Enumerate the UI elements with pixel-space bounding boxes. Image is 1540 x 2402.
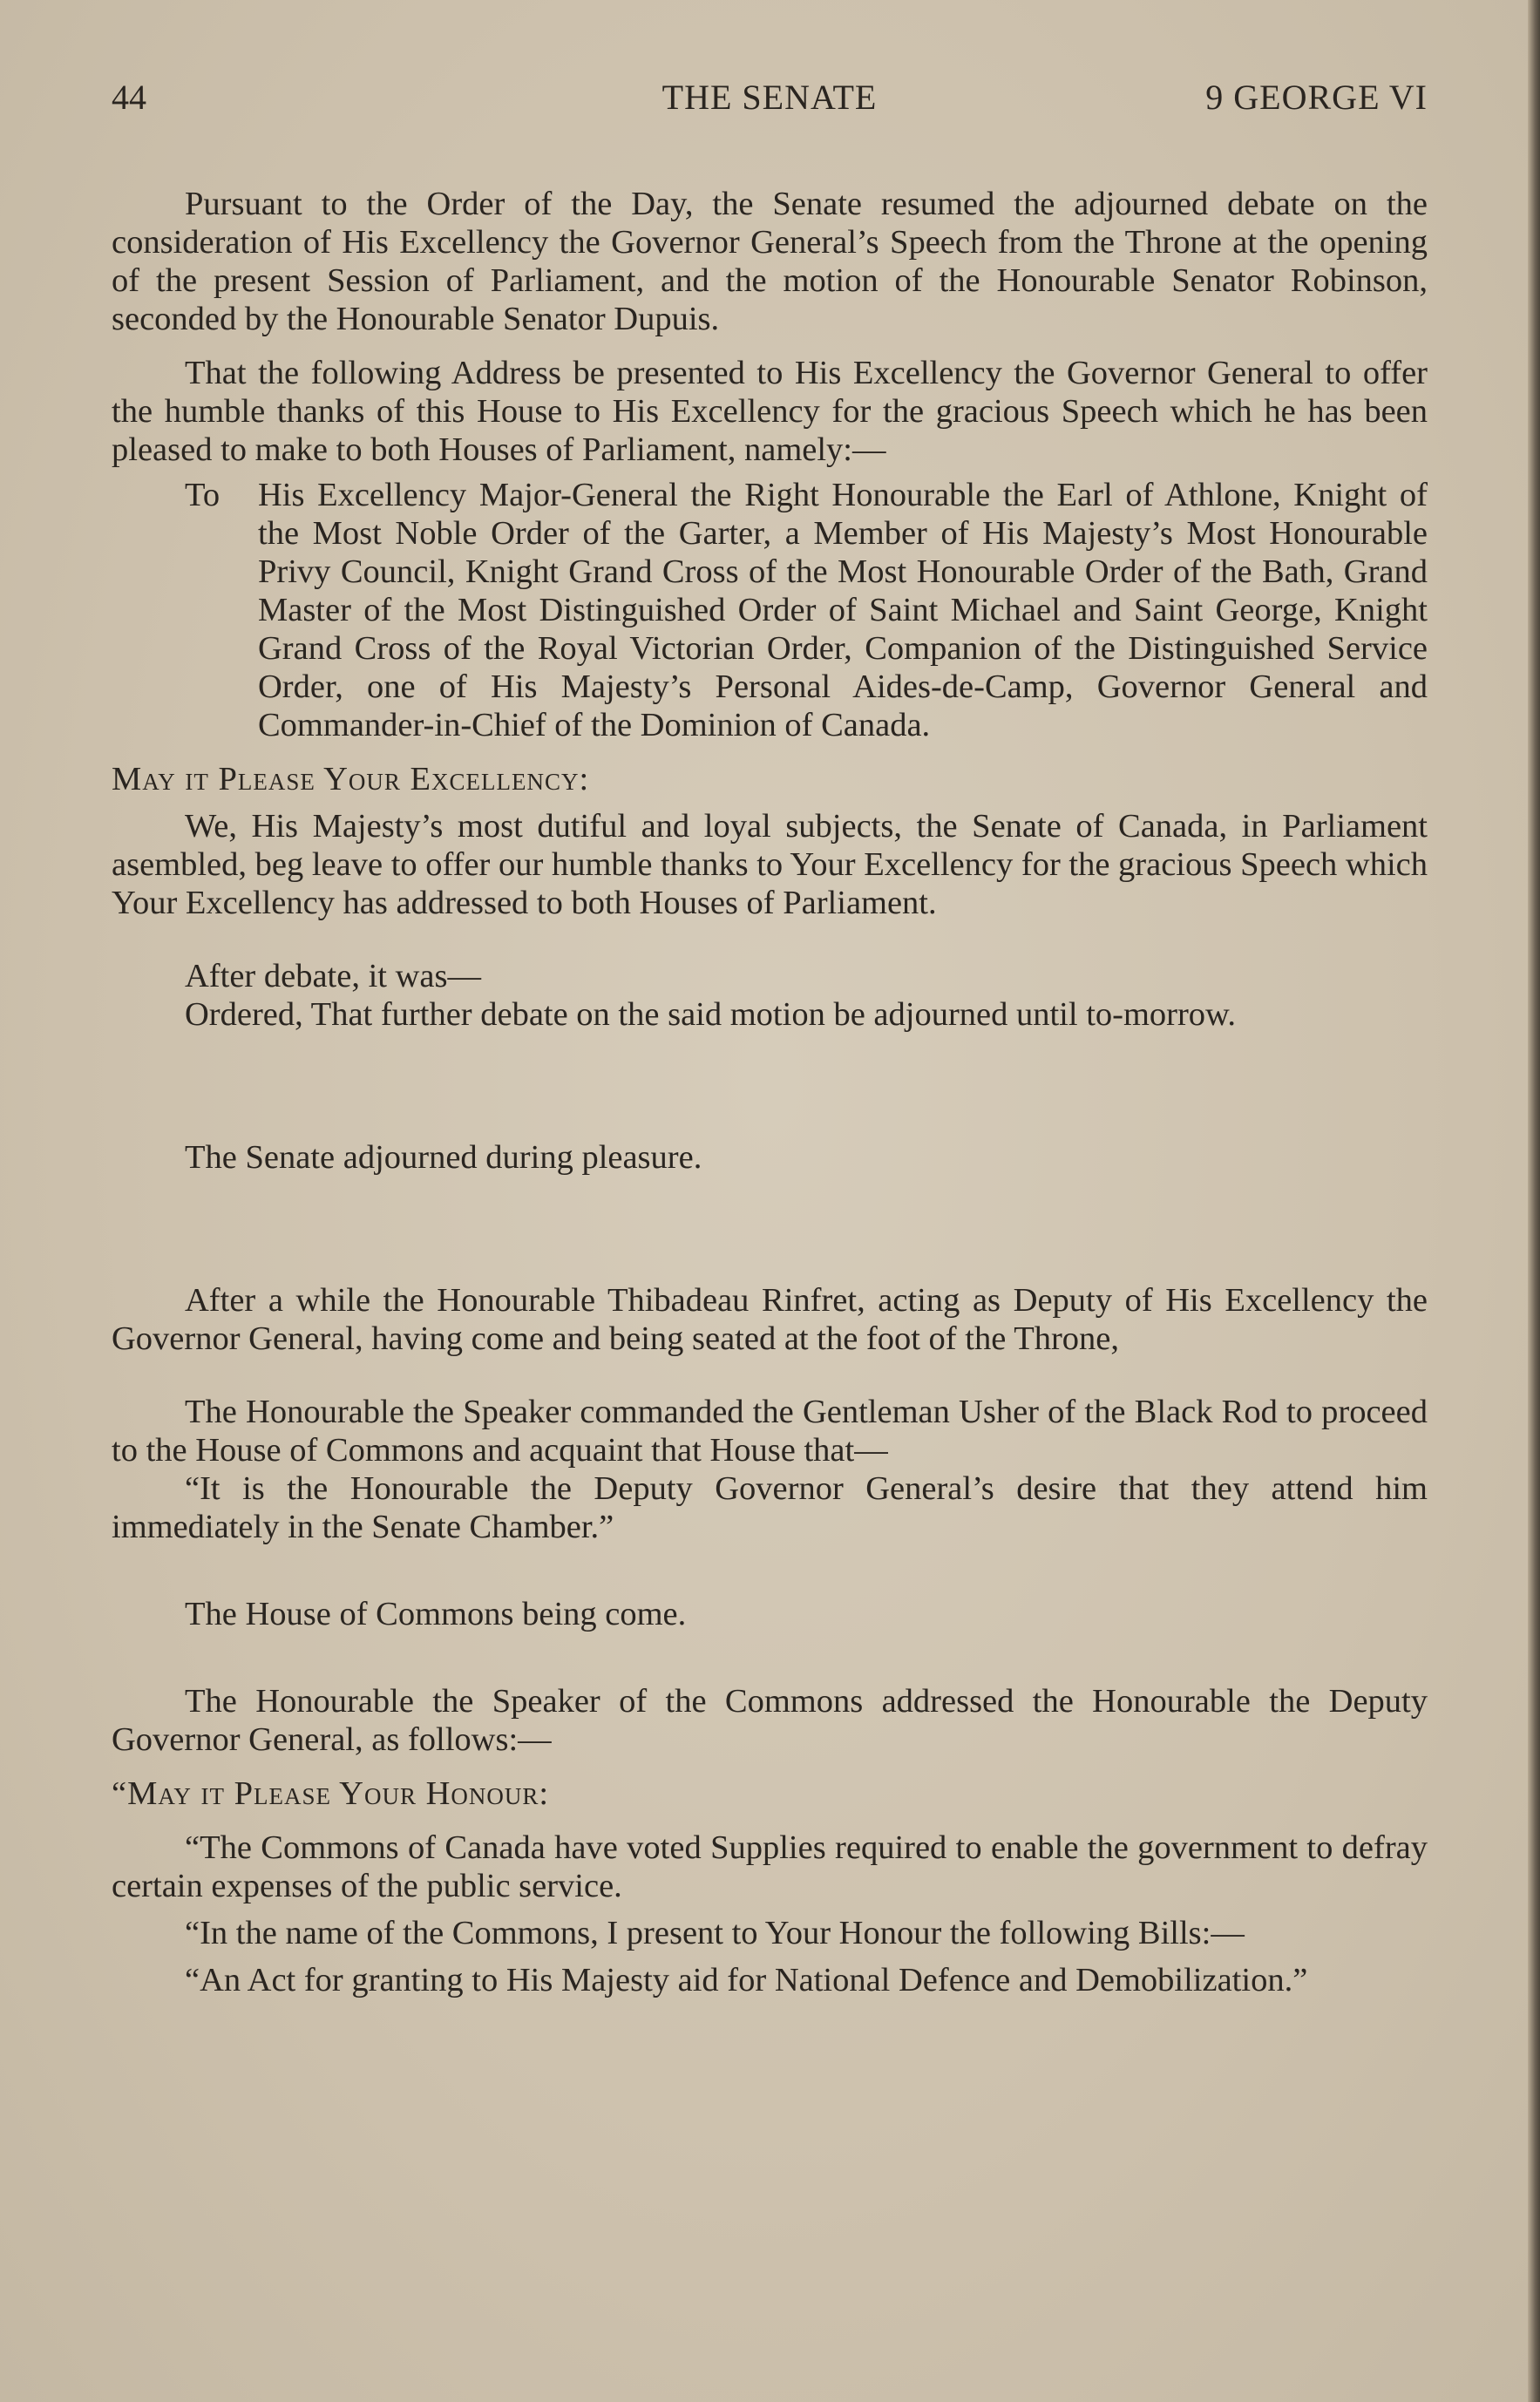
salutation-excellency: May it Please Your Excellency: — [112, 761, 590, 797]
regnal-year: 9 GEORGE VI — [1205, 78, 1428, 117]
page-edge — [1528, 0, 1540, 2402]
paragraph-commons-come: The House of Commons being come. — [185, 1596, 687, 1632]
paragraph-address-motion: That the following Address be presented to His Excellency the Governor General to offer the humble thanks of this House to His Excellency for the gracious Speech which he has been pleased to make to both Houses of Parliament, namely:— — [112, 355, 1428, 468]
paragraph-ordered: Ordered, That further debate on the said motion be adjourned until to-morrow. — [185, 996, 1236, 1033]
paragraph-supplies: “The Commons of Canada have voted Supplies required to enable the government to defray certain expenses of the public service. — [112, 1829, 1428, 1904]
address-block — [112, 476, 1428, 744]
address-to-label: To — [185, 477, 220, 513]
paragraph-present-bills: “In the name of the Commons, I present to Your Honour the following Bills:— — [185, 1915, 1245, 1951]
paragraph-speaker-addressed: The Honourable the Speaker of the Commons addressed the Honourable the Deputy Governor General, as follows:— — [112, 1683, 1428, 1758]
running-header — [112, 77, 1428, 120]
paragraph-act: “An Act for granting to His Majesty aid for National Defence and Demobilization.” — [185, 1962, 1308, 1998]
paragraph-after-debate: After debate, it was— — [185, 958, 481, 994]
running-title: THE SENATE — [661, 78, 878, 117]
paragraph-black-rod: The Honourable the Speaker commanded the Gentleman Usher of the Black Rod to proceed to the House of Commons and acquaint that House that— — [112, 1394, 1428, 1469]
salutation-honour: “May it Please Your Honour: — [112, 1775, 550, 1812]
paragraph-deputy-seated: After a while the Honourable Thibadeau Rinfret, acting as Deputy of His Excellency the Governor General, having come and being seated at the foot of the Throne, — [112, 1282, 1428, 1357]
paragraph-adjourned: The Senate adjourned during pleasure. — [185, 1139, 702, 1176]
page-body — [112, 185, 1428, 1999]
page-number: 44 — [112, 78, 146, 117]
paragraph-desire: “It is the Honourable the Deputy Governor General’s desire that they attend him immediately in the Senate Chamber.” — [112, 1470, 1428, 1545]
paragraph-order-of-day: Pursuant to the Order of the Day, the Senate resumed the adjourned debate on the consideration of His Excellency the Governor General’s Speech from the Throne at the opening of the present Session of Parliament, and the motion of the Honourable Senator Robinson, seconded by the Honourable Senator Dupuis. — [112, 186, 1428, 337]
address-text: His Excellency Major-General the Right Honourable the Earl of Athlone, Knight of the Most Noble Order of the Garter, a Member of His Majesty’s Most Honourable Privy Council, Knight Grand Cross of the Most Honourable Order of the Bath, Grand Master of the Most Distinguished Order of Saint Michael and Saint George, Knight Grand Cross of the Royal Victorian Order, Companion of the Distinguished Service Order, one of His Majesty’s Personal Aides-de-Camp, Governor General and Commander-in-Chief of the Dominion of Canada. — [258, 477, 1428, 743]
paragraph-address-reply: We, His Majesty’s most dutiful and loyal subjects, the Senate of Canada, in Parliament asembled, beg leave to offer our humble thanks to Your Excellency for the gracious Speech which Your Excellency has addressed to both Houses of Parliament. — [112, 808, 1428, 921]
